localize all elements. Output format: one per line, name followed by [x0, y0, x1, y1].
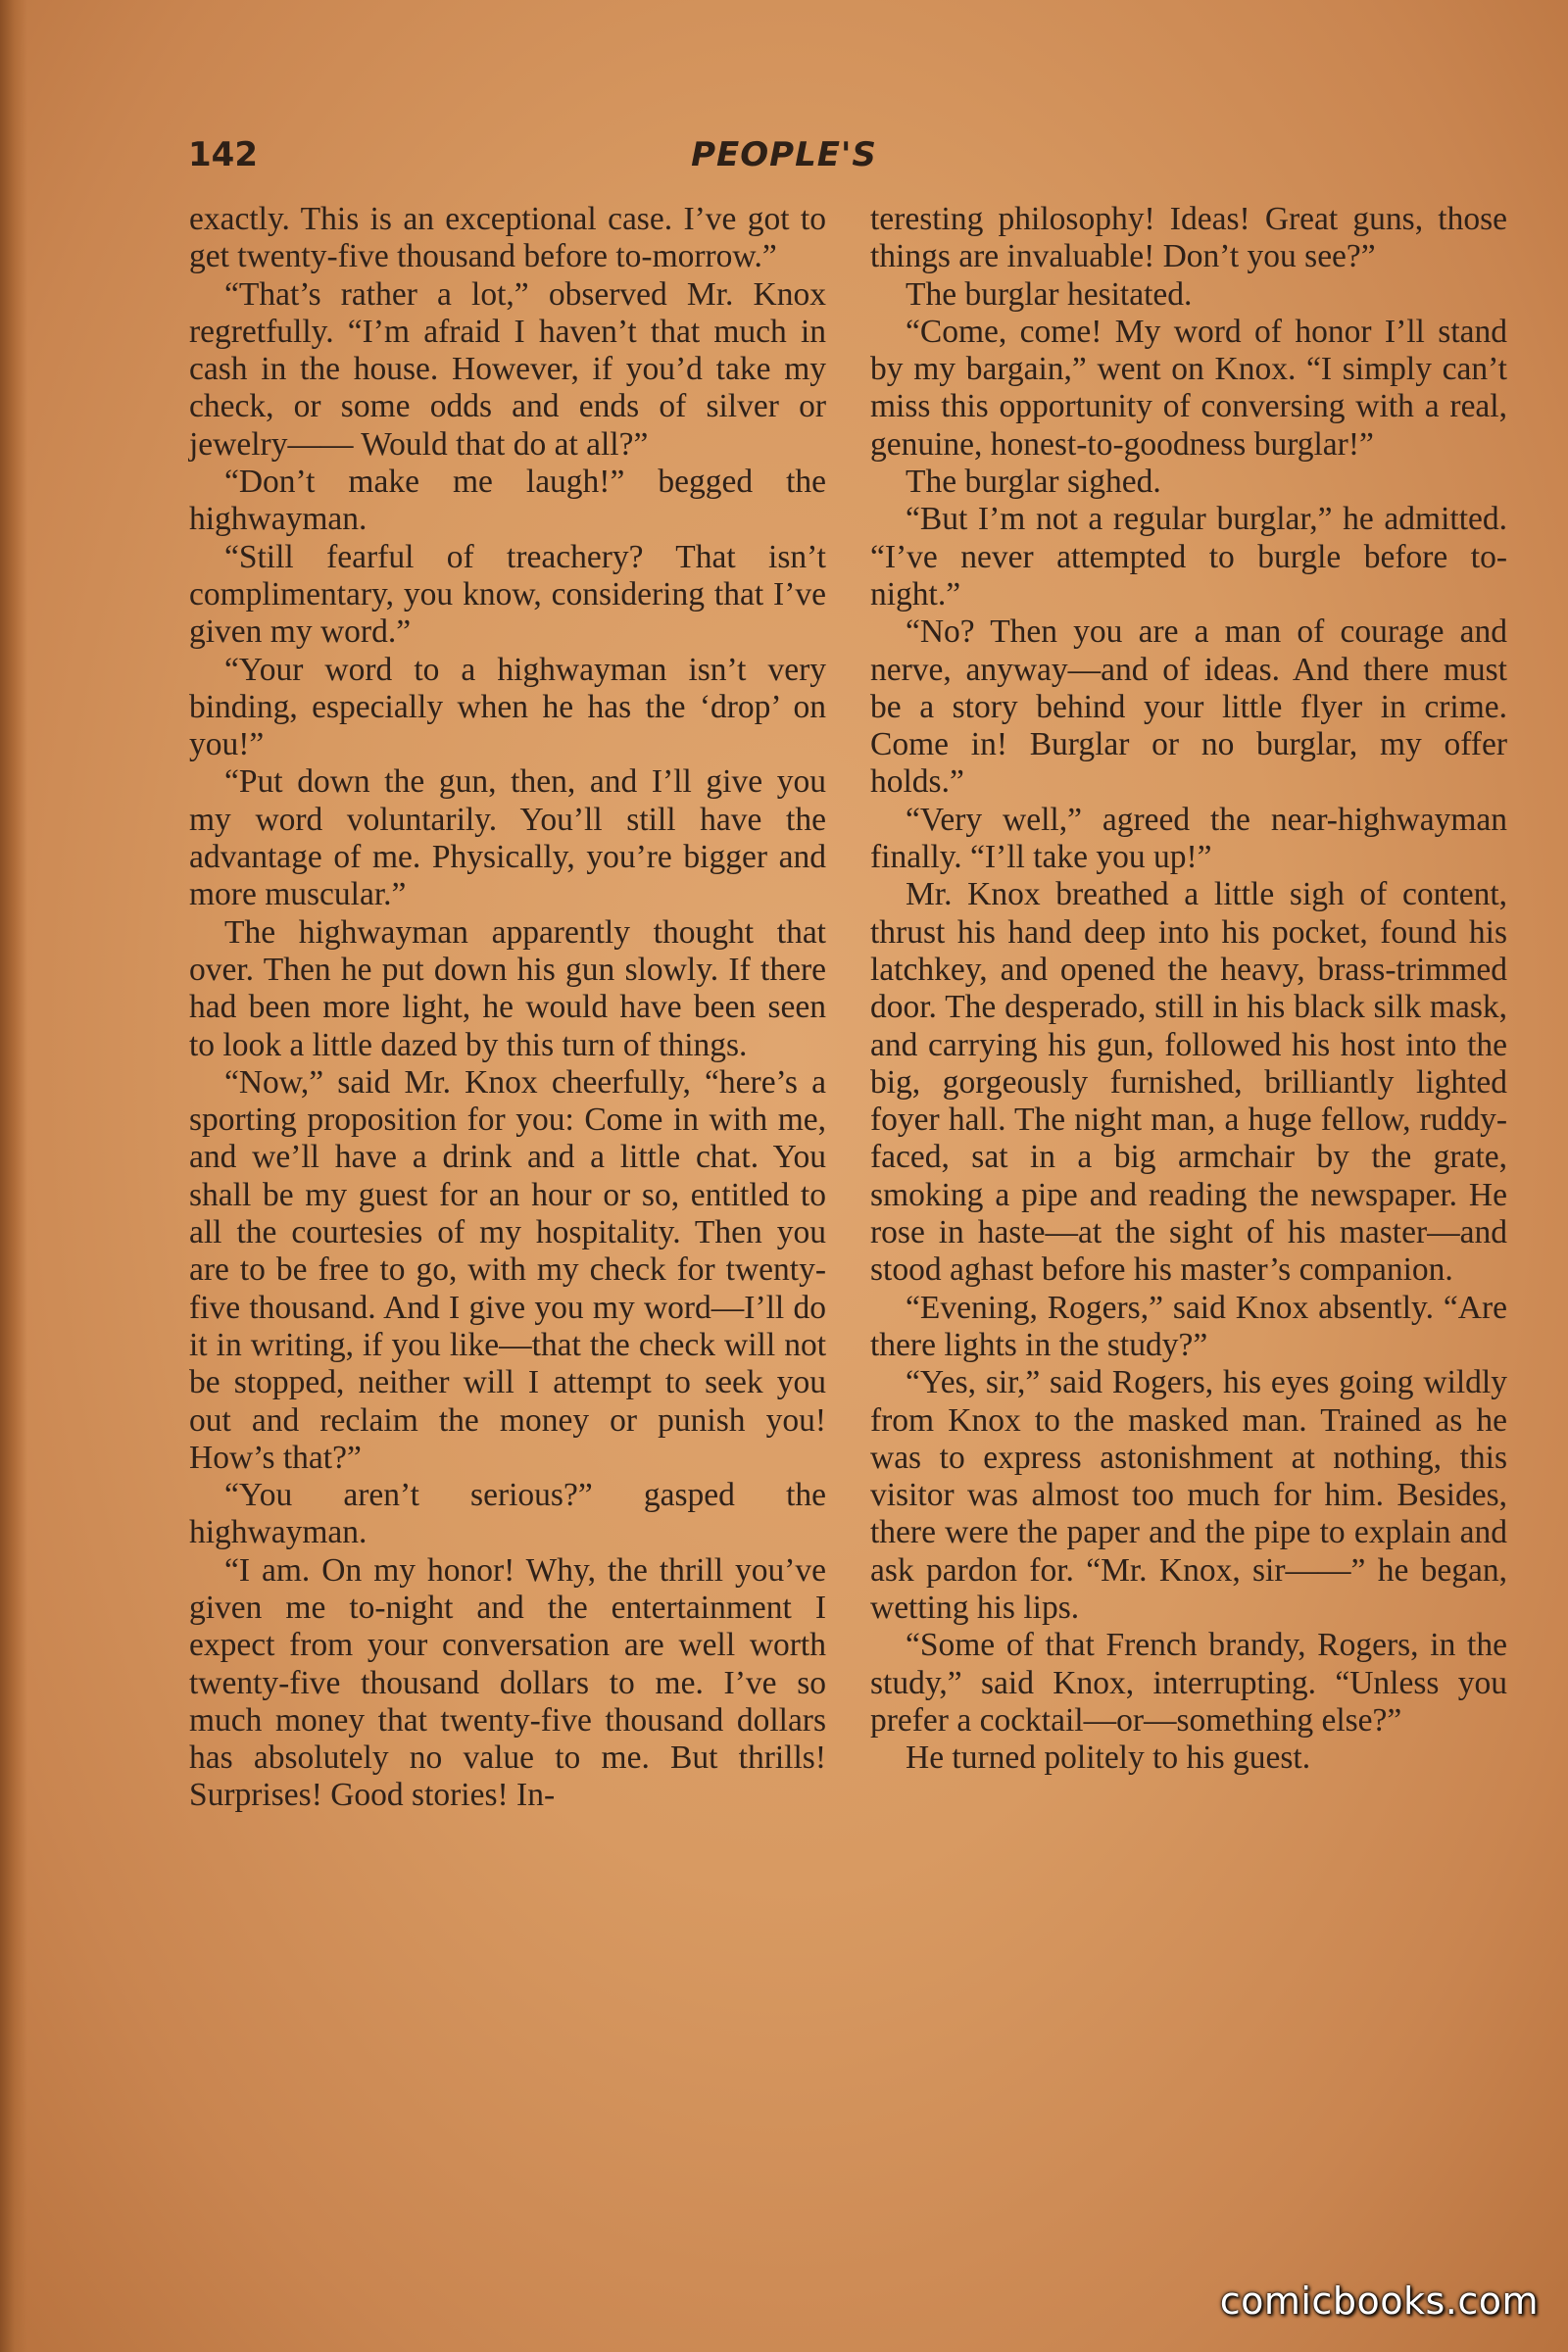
paragraph: The highwayman apparently thought that over. Then he put down his gun slowly. If there had been more light, he would have been seen to look a little dazed by this turn of things. — [189, 913, 826, 1063]
paragraph: The burglar sighed. — [906, 464, 1161, 501]
paragraph: “Don’t make me laugh!” begged the highwayman. — [189, 464, 826, 538]
paragraph: “I am. On my honor! Why, the thrill you’ve given me to-night and the entertainment I expect from your conversation are well worth twenty-five thousand dollars to me. I’ve so much money that twenty-five thousand dollars has absolutely no value to me. But thrills! Surprises! Good stories! In- — [189, 1551, 826, 1814]
paragraph: “Evening, Rogers,” said Knox absently. “Are there lights in the study?” — [870, 1289, 1507, 1363]
paragraph: “Still fearful of treachery? That isn’t complimentary, you know, considering that I’ve given my word.” — [189, 538, 826, 651]
paragraph: “Now,” said Mr. Knox cheerfully, “here’s a sporting proposition for you: Come in with me, and we’ll have a drink and a little chat. You shall be my guest for an hour or so, entitled to all the courtesies of my hospitality. Then you are to be free to go, with my check for twenty-five thousand. And I give you my word—I’ll do it in writing, if you like—that the check will not be stopped, neither will I attempt to seek you out and reclaim the money or punish you! How’s that?” — [189, 1063, 826, 1476]
paragraph: “No? Then you are a man of courage and nerve, anyway—and of ideas. And there must be a story behind your little flyer in crime. Come in! Burglar or no burglar, my offer holds.” — [870, 613, 1507, 801]
paragraph: “You aren’t serious?” gasped the highwayman. — [189, 1477, 826, 1551]
left-text-column — [189, 201, 826, 1815]
paragraph: “Your word to a highwayman isn’t very binding, especially when he has the ‘drop’ on you!” — [189, 651, 826, 763]
paragraph: “Some of that French brandy, Rogers, in the study,” said Knox, interrupting. “Unless you prefer a cocktail—or—something else?” — [870, 1627, 1507, 1739]
paragraph: “But I’m not a regular burglar,” he admitted. “I’ve never attempted to burgle before to-night.” — [870, 501, 1507, 612]
paragraph: “Put down the gun, then, and I’ll give you my word voluntarily. You’ll still have the advantage of me. Physically, you’re bigger and more muscular.” — [189, 763, 826, 913]
paragraph: teresting philosophy! Ideas! Great guns, those things are invaluable! Don’t you see?” — [870, 201, 1507, 275]
running-title: PEOPLE'S — [691, 135, 877, 174]
paragraph: Mr. Knox breathed a little sigh of content, thrust his hand deep into his pocket, found his latchkey, and opened the heavy, brass-trimmed door. The desperado, still in his black silk mask, and carrying his gun, followed his host into the big, gorgeously furnished, brilliantly lighted foyer hall. The night man, a huge fellow, ruddy-faced, sat in a big armchair by the grate, smoking a pipe and reading the newspaper. He rose in haste—at the sight of his master—and stood aghast before his master’s companion. — [870, 876, 1507, 1289]
right-text-column — [870, 201, 1507, 1777]
page-number: 142 — [188, 135, 258, 174]
paragraph: “That’s rather a lot,” observed Mr. Knox regretfully. “I’m afraid I haven’t that much in cash in the house. However, if you’d take my check, or some odds and ends of silver or jewelry—— Would that do at all?” — [189, 275, 826, 463]
paragraph: “Come, come! My word of honor I’ll stand by my bargain,” went on Knox. “I simply can’t miss this opportunity of conversing with a real, genuine, honest-to-goodness burglar!” — [870, 313, 1507, 463]
paragraph: “Yes, sir,” said Rogers, his eyes going wildly from Knox to the masked man. Trained as he was to express astonishment at nothing, this visitor was almost too much for him. Besides, there were the paper and the pipe to explain and ask pardon for. “Mr. Knox, sir——” he began, wetting his lips. — [870, 1364, 1507, 1626]
page-edge-shadow — [0, 0, 27, 2352]
site-watermark: comicbooks.com — [1219, 2279, 1539, 2323]
paragraph: exactly. This is an exceptional case. I’ve got to get twenty-five thousand before to-morrow.” — [189, 201, 826, 275]
paragraph: “Very well,” agreed the near-highwayman finally. “I’ll take you up!” — [870, 801, 1507, 876]
paragraph: He turned politely to his guest. — [906, 1740, 1311, 1777]
paragraph: The burglar hesitated. — [906, 275, 1193, 313]
